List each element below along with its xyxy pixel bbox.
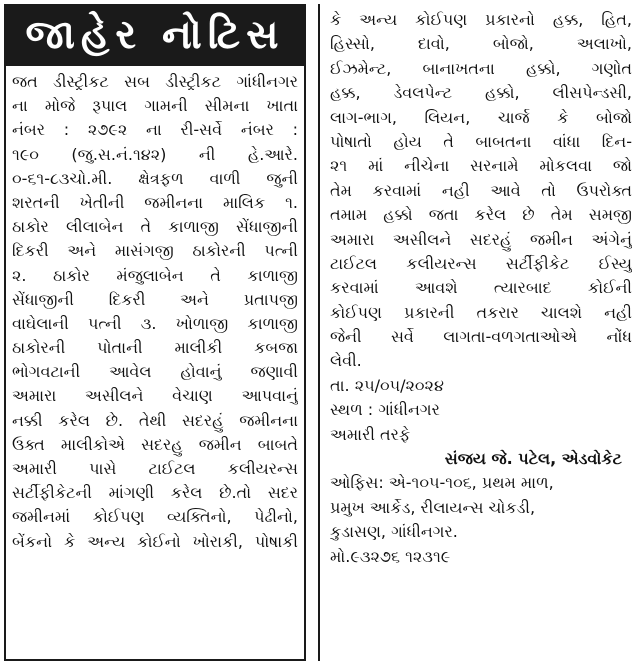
notice-text-line: વાઘેલાની પત્ની ૩. ખોળાજી કાળાજી <box>12 313 298 333</box>
notice-text-line: અમારી પાસે ટાઈટલ કલીયરન્સ <box>12 459 298 478</box>
notice-text-line: ૨. ઠાકોર મંજુલાબેન તે કાળાજી <box>12 265 298 285</box>
notice-text-line: અમારા અસીલને સદરહું જમીન અંગેનું <box>330 229 632 249</box>
notice-text-line: અમારા અસીલને વેચાણ આપવાનું <box>12 386 298 406</box>
notice-text-line: ૦-૬૧-૮૩ચો.મી. ક્ષેત્રફળ વાળી જુની <box>12 168 298 188</box>
notice-text-line: સર્ટીફીકેટની માંગણી કરેલ છે.તો સદર <box>12 483 298 503</box>
notice-text-line: ઉક્ત માલીકોએ સદરહુ જમીન બાબતે <box>12 434 298 454</box>
notice-text-line: તમામ હક્કો જતા કરેલ છે તેમ સમજી <box>330 205 632 225</box>
notice-text-line: જેની સર્વે લાગતા-વળગતાઓએ નોંધ <box>330 327 632 347</box>
notice-text-line: ૨૧ માં નીચેના સરનામે મોકલવા જો <box>330 156 632 176</box>
notice-text-line: નંબર : ૨૭૯૨ ના રી-સર્વે નંબર : <box>12 120 298 140</box>
notice-text-line: નક્કી કરેલ છે. તેથી સદરહું જમીનના <box>12 410 298 430</box>
on-behalf-label: અમારી તરફે <box>330 424 411 444</box>
notice-text-line: ટાઈટલ કલીયરન્સ સર્ટીફીકેટ ઈસ્યુ <box>330 253 632 273</box>
office-address-line: પ્રમુખ આર્કેડ, રીલાયન્સ ચોકડી, <box>330 497 536 517</box>
notice-text-line: ૧૯૦ (જુ.સ.નં.૧૪૨) ની હે.આરે. <box>12 144 298 164</box>
notice-text-line: ના મોજે રૂપાલ ગામની સીમના ખાતા <box>12 96 298 116</box>
notice-text-line: લેવી. <box>330 351 362 371</box>
notice-text-line: દિકરી અને માસંગજી ઠાકોરની પત્ની <box>12 241 298 261</box>
notice-text-line: જત ડીસ્ટ્રીકટ સબ ડીસ્ટ્રીકટ ગાંધીનગર <box>12 72 298 91</box>
notice-text-line: કોઈપણ પ્રકારની તકરાર ચાલશે નહી <box>330 302 632 322</box>
notice-text-line: બેંકનો કે અન્ય કોઈનો ખોરાકી, પોષાકી <box>12 531 298 551</box>
notice-text-line: ઠાકોરની પોતાની માલીકી કબજા <box>12 338 298 358</box>
notice-text-line: લાગ-ભાગ, લિયન, ચાર્જ કે બોજો <box>330 107 632 127</box>
notice-text-line: શરતની ખેતીની જમીનના માલિક ૧. <box>12 192 298 212</box>
signatory-name: સંજય જે. પટેલ, એડવોકેટ <box>444 449 622 469</box>
office-address-line: કુડાસણ, ગાંધીનગર. <box>330 522 458 542</box>
notice-place: સ્થળ : ગાંધીનગર <box>330 400 440 420</box>
notice-date: તા. ૨૫/૦૫/૨૦૨૪ <box>330 375 444 395</box>
notice-text-line: ભોગવટાની આવેલ હોવાનું જણાવી <box>12 362 298 382</box>
right-column <box>318 4 636 661</box>
notice-text-line: હિસ્સો, દાવો, બોજો, અલાખો, <box>330 34 632 54</box>
notice-text-line: ઠાકોર લીલાબેન તે કાળાજી સેંધાજીની <box>12 217 298 237</box>
notice-text-line: ઈઝમેન્ટ, બાનાખતના હક્કો, ગણોત <box>330 58 632 78</box>
notice-text-line: કરવામાં આવશે ત્યારબાદ કોઈની <box>330 278 632 298</box>
notice-text-line: પોષાતો હોય તે બાબતના વાંધા દિન- <box>330 131 632 151</box>
notice-title: જાહેર નોટિસ <box>4 4 306 66</box>
office-address-line: ઓફિસ: એ-૧૦૫-૧૦૬, પ્રથમ માળ, <box>330 473 554 493</box>
notice-text-line: જમીનમાં કોઈપણ વ્યક્તિનો, પેઢીનો, <box>12 507 298 527</box>
notice-text-line: કે અન્ય કોઈપણ પ્રકારનો હક્ક, હિત, <box>330 10 632 29</box>
left-column <box>4 66 306 661</box>
notice-text-line: તેમ કરવામાં નહી આવે તો ઉપરોક્ત <box>330 180 632 200</box>
notice-text-line: હક્ક, ડેવલપેન્ટ હક્કો, લીસપેન્ડસી, <box>330 83 632 103</box>
phone-number: મો.૯૩૨૭૬ ૧૨૩૧૯ <box>330 546 451 566</box>
notice-text-line: સેંધાજીની દિકરી અને પ્રતાપજી <box>12 289 298 309</box>
